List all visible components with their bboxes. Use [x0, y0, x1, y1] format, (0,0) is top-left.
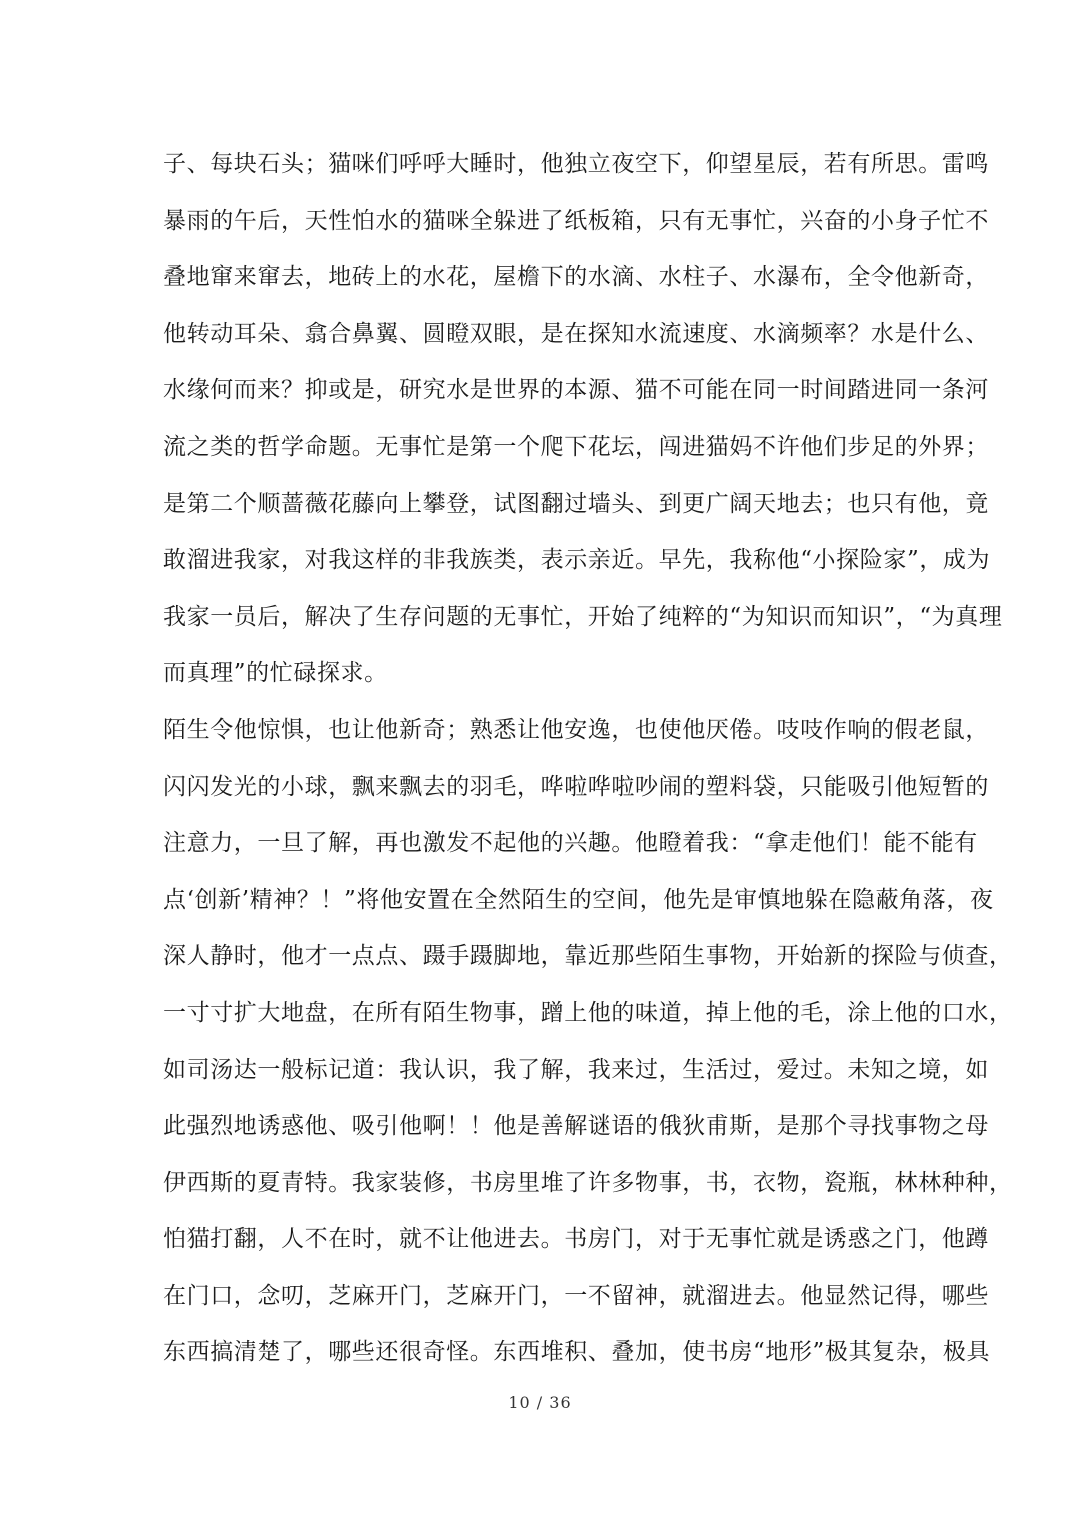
- text-line: 怕猫打翻，人不在时，就不让他进去。书房门，对于无事忙就是诱惑之门，他蹲: [163, 1226, 989, 1253]
- text-line: 而真理”的忙碌探求。: [163, 660, 388, 687]
- text-line: 子、每块石头；猫咪们呼呼大睡时，他独立夜空下，仰望星辰，若有所思。雷鸣: [163, 151, 989, 177]
- text-line: 叠地窜来窜去，地砖上的水花，屋檐下的水滴、水柱子、水瀑布，全令他新奇，: [163, 264, 989, 291]
- text-line: 我家一员后，解决了生存问题的无事忙，开始了纯粹的“为知识而知识”，“为真理: [163, 603, 1003, 630]
- text-line: 敢溜进我家，对我这样的非我族类，表示亲近。早先，我称他“小探险家”，成为: [163, 547, 991, 574]
- page-number: 10 / 36: [508, 1393, 572, 1412]
- text-line: 是第二个顺蔷薇花藤向上攀登，试图翻过墙头、到更广阔天地去；也只有他，竟: [163, 490, 989, 517]
- text-line: 闪闪发光的小球，飘来飘去的羽毛，哗啦哗啦吵闹的塑料袋，只能吸引他短暂的: [163, 773, 989, 800]
- text-line: 一寸寸扩大地盘，在所有陌生物事，蹭上他的味道，掉上他的毛，涂上他的口水，: [163, 999, 1013, 1026]
- text-line: 伊西斯的夏青特。我家装修，书房里堆了许多物事，书，衣物，瓷瓶，林林种种，: [163, 1169, 1013, 1196]
- text-line: 流之类的哲学命题。无事忙是第一个爬下花坛，闯进猫妈不许他们步足的外界；: [163, 433, 989, 460]
- text-line: 如司汤达一般标记道：我认识，我了解，我来过，生活过，爱过。未知之境，如: [163, 1056, 989, 1083]
- text-line: 水缘何而来？抑或是，研究水是世界的本源、猫不可能在同一时间踏进同一条河: [163, 377, 989, 404]
- text-line: 东西搞清楚了，哪些还很奇怪。东西堆积、叠加，使书房“地形”极其复杂，极具: [163, 1339, 991, 1366]
- text-line: 此强烈地诱惑他、吸引他啊！！他是善解谜语的俄狄甫斯，是那个寻找事物之母: [163, 1113, 989, 1140]
- text-line: 注意力，一旦了解，再也激发不起他的兴趣。他瞪着我：“拿走他们！能不能有: [163, 830, 978, 857]
- text-line: 暴雨的午后，天性怕水的猫咪全躲进了纸板箱，只有无事忙，兴奋的小身子忙不: [163, 207, 989, 234]
- body-text: [163, 136, 1013, 1381]
- text-line: 点‘创新’精神？！”将他安置在全然陌生的空间，他先是审慎地躲在隐蔽角落，夜: [163, 886, 994, 913]
- text-line: 陌生令他惊惧，也让他新奇；熟悉让他安逸，也使他厌倦。吱吱作响的假老鼠，: [163, 716, 989, 743]
- text-line: 他转动耳朵、翕合鼻翼、圆瞪双眼，是在探知水流速度、水滴频率？水是什么、: [163, 320, 989, 347]
- text-line: 在门口，念叨，芝麻开门，芝麻开门，一不留神，就溜进去。他显然记得，哪些: [163, 1282, 989, 1309]
- text-line: 深人静时，他才一点点、蹑手蹑脚地，靠近那些陌生事物，开始新的探险与侦查，: [163, 943, 1013, 970]
